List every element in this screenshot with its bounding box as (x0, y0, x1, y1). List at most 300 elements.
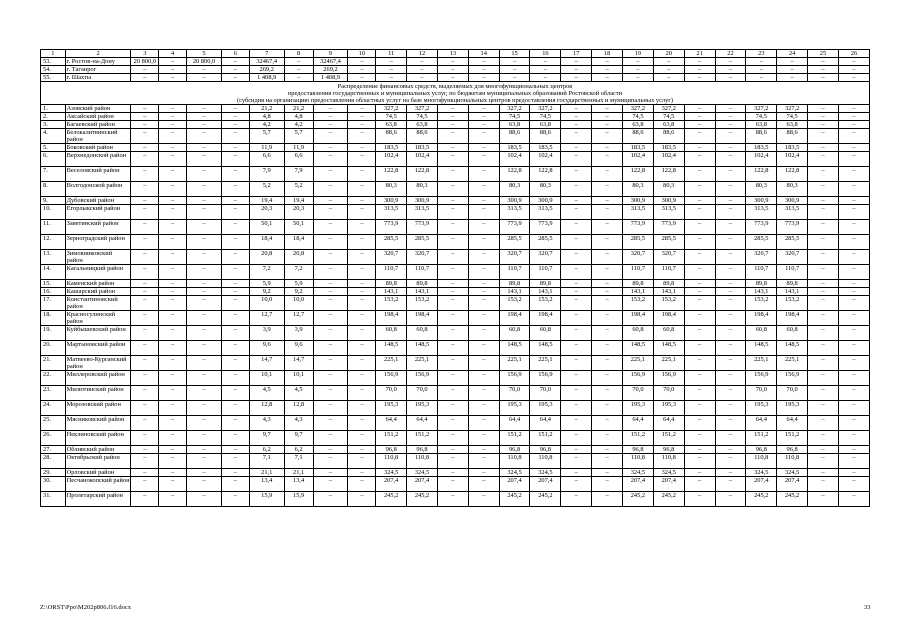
table-cell: – (313, 105, 348, 113)
table-cell: – (592, 167, 623, 182)
table-cell: 245,2 (407, 492, 438, 507)
table-cell: 245,2 (746, 492, 777, 507)
table-cell: 18,4 (249, 235, 284, 250)
table-cell: 245,2 (623, 492, 654, 507)
table-cell: – (221, 469, 249, 477)
table-cell: 30. (41, 477, 66, 492)
table-cell: – (468, 105, 499, 113)
table-cell: – (187, 356, 222, 371)
table-cell: – (684, 288, 715, 296)
table-cell: – (313, 144, 348, 152)
table-cell: – (348, 288, 376, 296)
table-cell: – (187, 250, 222, 265)
table-cell: 25. (41, 416, 66, 431)
table-cell: 5,2 (249, 182, 284, 197)
table-cell: – (715, 144, 746, 152)
table-cell: – (561, 152, 592, 167)
table-cell: 110,7 (746, 265, 777, 280)
table-cell: 20 (653, 50, 684, 58)
table-cell: – (187, 416, 222, 431)
budget-table-page (40, 49, 870, 507)
table-cell: 5,9 (284, 280, 313, 288)
table-cell: 74,5 (777, 113, 808, 121)
table-cell: 19. (41, 326, 66, 341)
table-cell: 110,7 (623, 265, 654, 280)
table-cell: – (159, 416, 187, 431)
table-cell: 153,2 (530, 296, 561, 311)
table-cell: – (131, 386, 159, 401)
table-cell: – (715, 386, 746, 401)
table-row (41, 454, 870, 469)
table-cell: – (561, 326, 592, 341)
table-cell: – (437, 220, 468, 235)
table-cell: 55. (41, 74, 66, 82)
table-cell: – (838, 121, 869, 129)
table-cell: 198,4 (407, 311, 438, 326)
table-cell: Красносулинский район (65, 311, 131, 326)
table-cell: 300,9 (623, 197, 654, 205)
table-cell: 225,1 (777, 356, 808, 371)
table-cell: 74,5 (499, 113, 530, 121)
table-cell: – (592, 66, 623, 74)
table-cell: – (313, 113, 348, 121)
table-cell: – (221, 371, 249, 386)
table-cell: – (715, 431, 746, 446)
table-cell: – (838, 296, 869, 311)
table-cell: 9,6 (284, 341, 313, 356)
table-cell: – (715, 492, 746, 507)
table-cell: – (592, 454, 623, 469)
table-cell: – (499, 74, 530, 82)
table-cell: – (684, 113, 715, 121)
table-cell: 183,5 (407, 144, 438, 152)
table-cell: – (684, 220, 715, 235)
table-cell: – (221, 454, 249, 469)
table-cell: 324,5 (623, 469, 654, 477)
table-cell: – (684, 182, 715, 197)
table-cell: – (376, 66, 407, 74)
table-cell: 8. (41, 182, 66, 197)
table-row (41, 492, 870, 507)
table-cell: – (313, 469, 348, 477)
table-cell: – (468, 197, 499, 205)
table-cell: 7,1 (249, 454, 284, 469)
table-cell: – (468, 288, 499, 296)
table-cell: 773,9 (376, 220, 407, 235)
table-cell: – (808, 401, 839, 416)
table-cell: – (348, 265, 376, 280)
table-cell: 110,8 (376, 454, 407, 469)
table-cell: 225,1 (407, 356, 438, 371)
table-cell: – (131, 416, 159, 431)
table-cell: 195,3 (777, 401, 808, 416)
table-cell: – (187, 469, 222, 477)
table-cell: – (684, 311, 715, 326)
table-cell: – (808, 446, 839, 454)
table-cell: Аксайский район (65, 113, 131, 121)
table-cell: 151,2 (777, 431, 808, 446)
table-cell: 70,0 (653, 386, 684, 401)
table-cell: – (437, 371, 468, 386)
table-cell: 2 (65, 50, 131, 58)
table-cell: – (437, 356, 468, 371)
table-cell: – (653, 58, 684, 66)
table-cell: – (715, 265, 746, 280)
table-cell: – (499, 58, 530, 66)
table-cell: 64,4 (746, 416, 777, 431)
table-cell: 63,8 (653, 121, 684, 129)
table-cell: – (684, 401, 715, 416)
file-path-footer: Z:\ORST\Ppo\M202p806.f16.docx (40, 604, 132, 611)
table-cell: 27. (41, 446, 66, 454)
table-cell: – (715, 58, 746, 66)
table-cell: 1. (41, 105, 66, 113)
table-cell: – (561, 58, 592, 66)
table-cell: – (131, 469, 159, 477)
table-row (41, 280, 870, 288)
table-cell: 327,2 (530, 105, 561, 113)
table-cell: – (808, 235, 839, 250)
table-cell: – (159, 296, 187, 311)
table-cell: 80,3 (653, 182, 684, 197)
table-cell: 96,8 (746, 446, 777, 454)
table-cell: 11,9 (284, 144, 313, 152)
table-cell: Багаевский район (65, 121, 131, 129)
table-cell: 313,5 (623, 205, 654, 220)
table-cell: – (313, 492, 348, 507)
table-cell: – (348, 205, 376, 220)
table-cell: – (561, 129, 592, 144)
table-cell: 9,7 (284, 431, 313, 446)
table-cell: – (808, 66, 839, 74)
table-cell: Песчанокопский район (65, 477, 131, 492)
table-cell: – (348, 121, 376, 129)
table-cell: 183,5 (777, 144, 808, 152)
table-cell: – (187, 477, 222, 492)
table-cell: Боковский район (65, 144, 131, 152)
table-cell: 320,7 (530, 250, 561, 265)
table-cell: – (187, 66, 222, 74)
table-cell: 6,6 (284, 152, 313, 167)
table-cell: 183,5 (653, 144, 684, 152)
table-cell: – (561, 371, 592, 386)
table-cell: 198,4 (499, 311, 530, 326)
table-cell: – (561, 235, 592, 250)
table-cell: – (313, 265, 348, 280)
table-cell: – (592, 416, 623, 431)
table-cell: – (715, 74, 746, 82)
table-cell: 6. (41, 152, 66, 167)
table-cell: – (313, 356, 348, 371)
table-cell: 110,8 (746, 454, 777, 469)
table-cell: – (561, 446, 592, 454)
table-cell: – (684, 235, 715, 250)
table-cell: – (808, 280, 839, 288)
table-cell: 225,1 (530, 356, 561, 371)
table-cell: – (808, 74, 839, 82)
table-cell: – (838, 105, 869, 113)
table-cell: – (159, 129, 187, 144)
table-cell: – (131, 431, 159, 446)
table-cell: – (561, 477, 592, 492)
table-cell: – (561, 250, 592, 265)
table-cell: Белокалитвинский район (65, 129, 131, 144)
table-cell: – (808, 371, 839, 386)
table-cell: – (838, 265, 869, 280)
table-cell: – (284, 74, 313, 82)
table-cell: – (838, 356, 869, 371)
table-cell: – (313, 371, 348, 386)
table-cell: – (468, 220, 499, 235)
table-cell: – (159, 386, 187, 401)
table-cell: 12,8 (249, 401, 284, 416)
table-cell: – (348, 250, 376, 265)
table-cell: 4,8 (284, 113, 313, 121)
table-cell: 153,2 (623, 296, 654, 311)
table-cell: 14,7 (249, 356, 284, 371)
table-cell: 63,8 (777, 121, 808, 129)
table-cell: 24 (777, 50, 808, 58)
table-cell: 6 (221, 50, 249, 58)
table-cell: г. Шахты (65, 74, 131, 82)
table-cell: – (468, 182, 499, 197)
table-cell: – (159, 74, 187, 82)
table-cell: – (313, 167, 348, 182)
table-cell: 153,2 (376, 296, 407, 311)
table-cell: 15,9 (284, 492, 313, 507)
table-cell: – (468, 356, 499, 371)
table-cell: – (348, 401, 376, 416)
table-cell: – (684, 469, 715, 477)
table-cell: – (187, 446, 222, 454)
table-cell: – (348, 431, 376, 446)
table-cell: – (561, 416, 592, 431)
table-cell: – (468, 129, 499, 144)
table-cell: 245,2 (777, 492, 808, 507)
table-cell: – (187, 121, 222, 129)
table-cell: – (348, 492, 376, 507)
table-cell: 13,4 (249, 477, 284, 492)
table-cell: 18 (592, 50, 623, 58)
table-cell: – (808, 326, 839, 341)
table-cell: – (684, 105, 715, 113)
table-cell: – (561, 113, 592, 121)
table-cell: 2. (41, 113, 66, 121)
table-cell: 151,2 (499, 431, 530, 446)
table-cell: – (592, 105, 623, 113)
table-cell: 70,0 (407, 386, 438, 401)
table-cell: – (684, 326, 715, 341)
table-cell: – (838, 469, 869, 477)
table-cell: 324,5 (777, 469, 808, 477)
table-cell: 15 (499, 50, 530, 58)
table-cell: – (592, 311, 623, 326)
table-cell: – (561, 182, 592, 197)
table-cell: 74,5 (653, 113, 684, 121)
table-cell: – (838, 288, 869, 296)
table-cell: – (684, 197, 715, 205)
table-cell: – (221, 58, 249, 66)
table-cell: – (131, 167, 159, 182)
table-cell: 245,2 (376, 492, 407, 507)
table-cell: – (437, 446, 468, 454)
table-cell: 88,6 (530, 129, 561, 144)
table-cell: 7,2 (249, 265, 284, 280)
table-cell: – (221, 296, 249, 311)
table-cell: Мясниковский район (65, 416, 131, 431)
table-cell: 143,1 (530, 288, 561, 296)
table-cell: – (159, 182, 187, 197)
table-cell: 110,7 (653, 265, 684, 280)
table-cell: – (131, 205, 159, 220)
table-cell: – (221, 250, 249, 265)
table-cell: – (684, 205, 715, 220)
table-cell: – (159, 66, 187, 74)
table-row (41, 121, 870, 129)
table-cell: 183,5 (376, 144, 407, 152)
table-cell: – (348, 129, 376, 144)
table-cell: – (348, 416, 376, 431)
table-cell: – (592, 446, 623, 454)
table-cell: – (437, 296, 468, 311)
table-cell: – (221, 265, 249, 280)
table-cell: – (159, 113, 187, 121)
table-cell: – (468, 386, 499, 401)
table-cell: – (376, 74, 407, 82)
table-cell: – (715, 416, 746, 431)
table-cell: 195,3 (653, 401, 684, 416)
table-cell: – (838, 152, 869, 167)
table-cell: 225,1 (499, 356, 530, 371)
table-cell: 21. (41, 356, 66, 371)
table-cell: – (159, 469, 187, 477)
table-cell: – (313, 197, 348, 205)
table-cell: 21,1 (284, 469, 313, 477)
table-cell: 156,9 (623, 371, 654, 386)
table-cell: 7,1 (284, 454, 313, 469)
table-cell: 313,5 (653, 205, 684, 220)
table-cell: – (808, 113, 839, 121)
table-cell: – (468, 144, 499, 152)
table-cell: – (468, 58, 499, 66)
table-cell: 198,4 (746, 311, 777, 326)
table-row (41, 326, 870, 341)
table-cell: 300,9 (530, 197, 561, 205)
table-cell: 89,8 (746, 280, 777, 288)
table-cell: 324,5 (499, 469, 530, 477)
table-cell: – (284, 66, 313, 74)
table-cell: – (684, 371, 715, 386)
table-cell: 89,8 (777, 280, 808, 288)
table-cell: – (221, 386, 249, 401)
table-cell: – (684, 356, 715, 371)
table-cell: – (592, 129, 623, 144)
table-cell: – (468, 492, 499, 507)
table-cell: – (131, 296, 159, 311)
table-cell: – (159, 401, 187, 416)
table-cell: 245,2 (499, 492, 530, 507)
table-cell: 300,9 (777, 197, 808, 205)
table-cell: 102,4 (530, 152, 561, 167)
table-cell: – (592, 477, 623, 492)
table-cell: – (348, 235, 376, 250)
table-cell: – (561, 431, 592, 446)
table-cell: – (221, 477, 249, 492)
table-cell: – (592, 121, 623, 129)
table-cell: 207,4 (623, 477, 654, 492)
table-cell: 24. (41, 401, 66, 416)
table-cell: – (221, 280, 249, 288)
table-cell: 3,9 (284, 326, 313, 341)
table-cell: 110,7 (777, 265, 808, 280)
table-cell: 225,1 (653, 356, 684, 371)
table-cell: – (313, 446, 348, 454)
table-cell: 153,2 (777, 296, 808, 311)
table-cell: 5. (41, 144, 66, 152)
table-cell: 64,4 (407, 416, 438, 431)
table-cell: 16. (41, 288, 66, 296)
table-cell: 64,4 (777, 416, 808, 431)
table-cell: – (221, 220, 249, 235)
table-cell: 102,4 (746, 152, 777, 167)
table-cell: 207,4 (746, 477, 777, 492)
table-cell: 26. (41, 431, 66, 446)
table-cell: 324,5 (376, 469, 407, 477)
table-cell: 10,1 (284, 371, 313, 386)
table-cell: – (808, 492, 839, 507)
table-cell: – (159, 356, 187, 371)
table-cell: – (131, 492, 159, 507)
table-cell: 313,5 (530, 205, 561, 220)
table-cell: 9. (41, 197, 66, 205)
table-cell: – (131, 454, 159, 469)
table-cell: 80,3 (530, 182, 561, 197)
table-cell: – (561, 311, 592, 326)
table-cell: – (221, 121, 249, 129)
table-cell: 9 (313, 50, 348, 58)
table-cell: 320,7 (653, 250, 684, 265)
table-cell: – (684, 144, 715, 152)
table-cell: Морозовский район (65, 401, 131, 416)
table-cell: – (221, 167, 249, 182)
table-cell: – (468, 401, 499, 416)
table-cell: – (376, 58, 407, 66)
table-cell: – (437, 250, 468, 265)
table-cell: – (348, 152, 376, 167)
table-cell: – (838, 454, 869, 469)
table-cell: Волгодонской район (65, 182, 131, 197)
table-cell: 143,1 (376, 288, 407, 296)
table-cell: – (684, 121, 715, 129)
table-cell: – (530, 66, 561, 74)
table-cell: – (187, 105, 222, 113)
table-cell: – (437, 121, 468, 129)
table-cell: – (592, 74, 623, 82)
table-cell: – (468, 66, 499, 74)
table-cell: – (592, 356, 623, 371)
table-cell: – (808, 220, 839, 235)
table-row (41, 182, 870, 197)
table-cell: – (684, 66, 715, 74)
table-cell: 96,8 (376, 446, 407, 454)
table-cell: – (684, 265, 715, 280)
table-cell: 122,8 (777, 167, 808, 182)
table-cell: 300,9 (653, 197, 684, 205)
table-cell: 327,2 (653, 105, 684, 113)
table-cell: 6,6 (249, 152, 284, 167)
table-cell: 153,2 (746, 296, 777, 311)
table-cell: – (468, 416, 499, 431)
